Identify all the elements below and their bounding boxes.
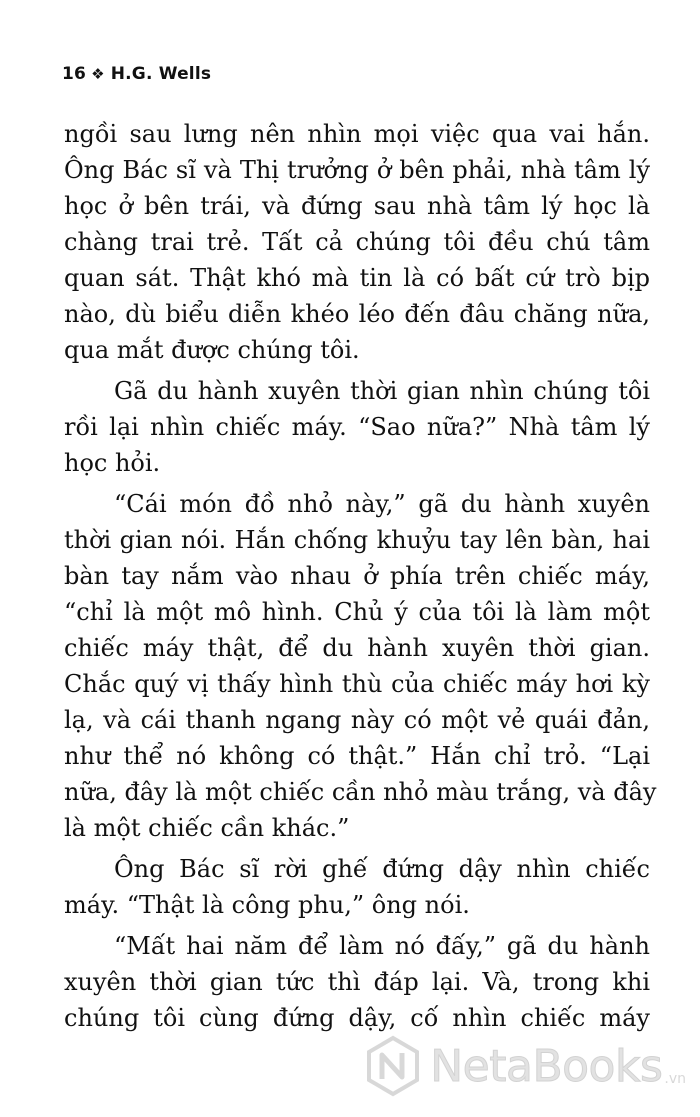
paragraph	[64, 928, 650, 1036]
text-line: bàn tay nắm vào nhau ở phía trên chiếc máy,	[64, 562, 650, 590]
watermark	[362, 1035, 686, 1097]
text-line: quan sát. Thật khó mà tin là có bất cứ trò bịp	[64, 264, 650, 292]
watermark-suffix: .vn	[664, 1071, 686, 1087]
watermark-brand: NetaBooks	[430, 1040, 663, 1092]
text-line: chúng tôi cùng đứng dậy, cố nhìn chiếc máy	[64, 1004, 650, 1032]
text-line: chiếc máy thật, để du hành xuyên thời gian.	[64, 634, 650, 662]
text-line: nào, dù biểu diễn khéo léo đến đâu chăng nữa,	[64, 300, 650, 328]
text-line: như thể nó không có thật.” Hắn chỉ trỏ. “Lại	[64, 742, 650, 770]
text-line: xuyên thời gian tức thì đáp lại. Và, trong khi	[64, 968, 650, 996]
text-line: là một chiếc cần khác.”	[64, 814, 350, 842]
text-line: Gã du hành xuyên thời gian nhìn chúng tôi	[114, 377, 650, 405]
text-line: Ông Bác sĩ rời ghế đứng dậy nhìn chiếc	[114, 855, 650, 883]
text-line: Chắc quý vị thấy hình thù của chiếc máy hơi kỳ	[64, 670, 650, 698]
paragraph	[64, 851, 650, 923]
ornament-separator: ❖	[91, 65, 105, 83]
text-line: máy. “Thật là công phu,” ông nói.	[64, 891, 470, 919]
text-line: chàng trai trẻ. Tất cả chúng tôi đều chú tâm	[64, 228, 650, 256]
running-header	[62, 64, 211, 84]
text-line: “Cái món đồ nhỏ này,” gã du hành xuyên	[114, 490, 650, 518]
text-line: lạ, và cái thanh ngang này có một vẻ quái đản,	[64, 706, 650, 734]
page-number: 16	[62, 64, 87, 84]
text-line: ngồi sau lưng nên nhìn mọi việc qua vai hắn.	[64, 120, 650, 148]
text-line: nữa, đây là một chiếc cần nhỏ màu trắng, và đây	[64, 778, 657, 806]
body-text	[64, 116, 657, 1036]
text-line: “Mất hai năm để làm nó đấy,” gã du hành	[114, 932, 650, 960]
text-line: học ở bên trái, và đứng sau nhà tâm lý học là	[64, 192, 650, 220]
paragraph	[64, 486, 657, 846]
text-line: qua mắt được chúng tôi.	[64, 336, 360, 364]
author-name: H.G. Wells	[110, 64, 212, 84]
text-line: rồi lại nhìn chiếc máy. “Sao nữa?” Nhà tâm lý	[64, 413, 650, 441]
text-line: Ông Bác sĩ và Thị trưởng ở bên phải, nhà tâm lý	[64, 156, 650, 184]
text-line: học hỏi.	[64, 449, 161, 477]
text-line: thời gian nói. Hắn chống khuỷu tay lên bàn, hai	[64, 526, 650, 554]
paragraph	[64, 116, 650, 368]
netabooks-logo-icon	[362, 1035, 424, 1097]
text-line: “chỉ là một mô hình. Chủ ý của tôi là làm một	[64, 598, 650, 626]
paragraph	[64, 373, 650, 481]
